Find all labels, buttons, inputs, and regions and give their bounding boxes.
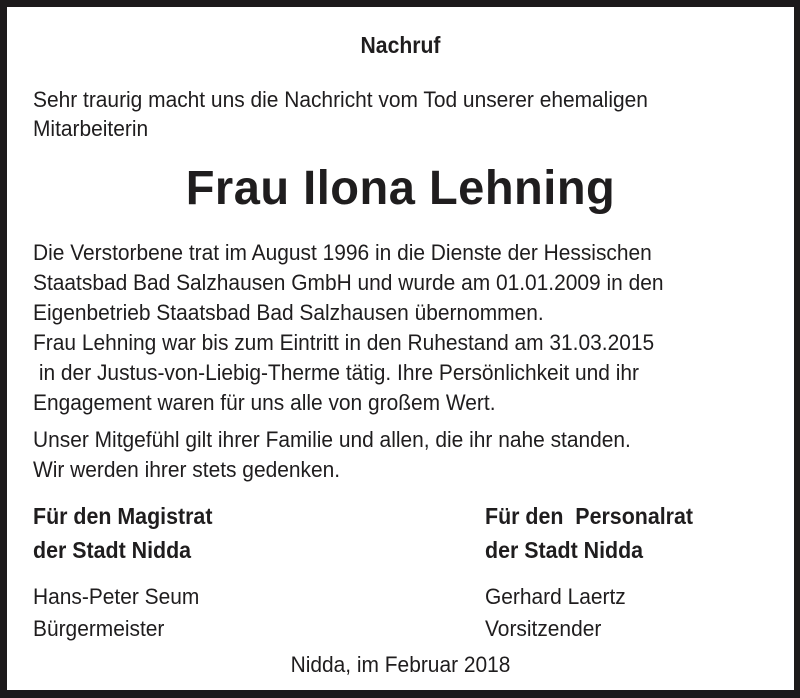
deceased-name: Frau Ilona Lehning: [185, 162, 616, 215]
signatory-role: Bürgermeister: [33, 616, 165, 641]
condolence-text: [33, 425, 631, 485]
biography-line: Eigenbetrieb Staatsbad Bad Salzhausen übernommen.: [33, 300, 544, 325]
biography-text: [33, 238, 664, 418]
signature-organization: [33, 499, 212, 567]
biography-line: Engagement waren für uns alle von großem Wert.: [33, 390, 496, 415]
signatory-name: Gerhard Laertz: [485, 584, 626, 609]
intro-line: Mitarbeiterin: [33, 116, 149, 141]
biography-line: Die Verstorbene trat im August 1996 in die Dienste der Hessischen: [33, 240, 652, 265]
signatory: [485, 581, 693, 645]
organization-line: Für den Personalrat: [485, 503, 694, 529]
signatory-name: Hans-Peter Seum: [33, 584, 200, 609]
signature-block-personalrat: [485, 499, 693, 645]
organization-line: der Stadt Nidda: [485, 537, 644, 563]
biography-line: Staatsbad Bad Salzhausen GmbH und wurde am 01.01.2009 in den: [33, 270, 664, 295]
signatory: [33, 581, 212, 645]
place-and-date: Nidda, im Februar 2018: [290, 652, 511, 677]
intro-line: Sehr traurig macht uns die Nachricht vom Tod unserer ehemaligen: [33, 87, 648, 112]
biography-line: Frau Lehning war bis zum Eintritt in den Ruhestand am 31.03.2015: [33, 330, 655, 355]
intro-text: [33, 85, 648, 143]
biography-line: in der Justus-von-Liebig-Therme tätig. Ihre Persönlichkeit und ihr: [33, 360, 639, 385]
signatory-role: Vorsitzender: [485, 616, 602, 641]
signature-organization: [485, 499, 693, 567]
notice-heading: Nachruf: [360, 32, 441, 58]
condolence-line: Unser Mitgefühl gilt ihrer Familie und allen, die ihr nahe standen.: [33, 427, 631, 452]
signature-block-magistrat: [33, 499, 212, 645]
organization-line: der Stadt Nidda: [33, 537, 192, 563]
organization-line: Für den Magistrat: [33, 503, 213, 529]
condolence-line: Wir werden ihrer stets gedenken.: [33, 457, 341, 482]
